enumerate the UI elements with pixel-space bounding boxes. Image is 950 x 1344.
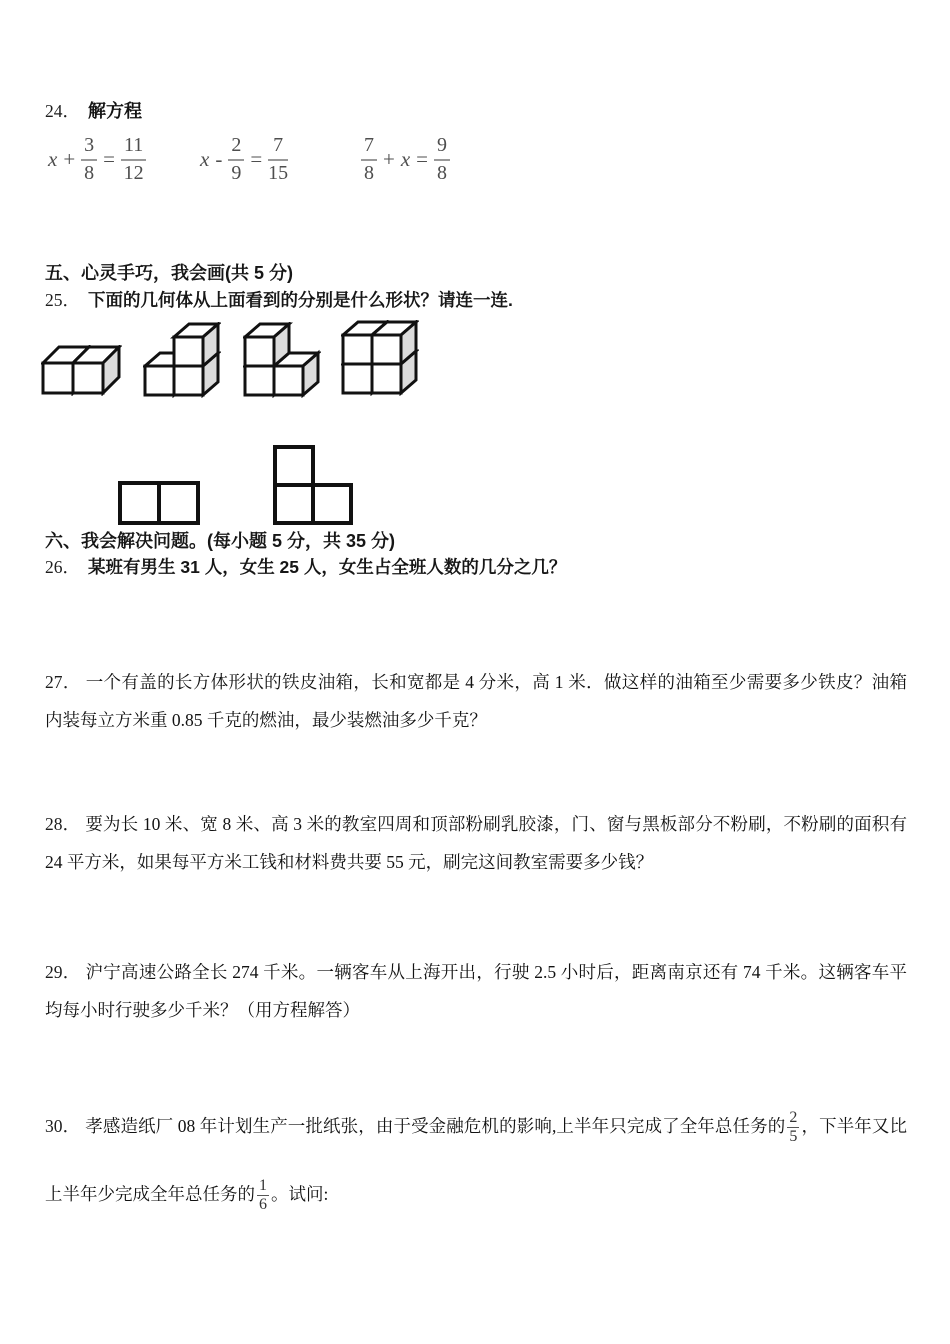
fraction-numerator: 11 <box>121 134 146 160</box>
plus-operator: + <box>383 146 395 171</box>
plus-operator: + <box>63 146 76 171</box>
question-25-number: 25． <box>45 290 80 310</box>
fraction-numerator: 3 <box>81 134 97 160</box>
question-30-text-part2: ，下半年又比上半年少完成全年总任务的 <box>45 1116 908 1204</box>
fraction-numerator: 7 <box>361 134 377 160</box>
fraction <box>434 134 450 184</box>
fraction-denominator: 5 <box>789 1128 798 1146</box>
question-26-number: 26． <box>45 557 80 577</box>
question-24-number: 24． <box>45 101 80 121</box>
fraction-denominator: 8 <box>364 161 374 184</box>
plane-shape-l-shape-of-three-squares <box>272 444 356 528</box>
equation-1 <box>48 133 146 185</box>
question-29-text: 沪宁高速公路全长 274 千米。一辆客车从上海开出，行驶 2.5 小时后，距离南京还有 74 千米。这辆客车平均每小时行驶多少千米？（用方程解答） <box>45 962 908 1020</box>
equals-sign: = <box>250 146 263 171</box>
question-27-number: 27． <box>45 672 81 692</box>
fraction <box>121 134 146 184</box>
plane-shape-rectangle-of-two-squares <box>117 480 201 526</box>
fraction-numerator: 1 <box>257 1178 269 1197</box>
fraction-denominator: 8 <box>437 161 448 184</box>
fraction <box>81 134 97 184</box>
question-24-title: 解方程 <box>88 101 142 121</box>
section-6-heading: 六、我会解决问题。(每小题 5 分，共 35 分) <box>45 531 396 551</box>
solid-figure-four-cubes-2x2-block <box>341 320 419 396</box>
section-5-heading: 五、心灵手巧，我会画(共 5 分) <box>45 263 293 283</box>
equation-2 <box>200 133 288 185</box>
variable-x: x <box>400 146 411 171</box>
question-29 <box>45 953 907 1029</box>
variable-x: x <box>200 146 210 171</box>
minus-operator: - <box>215 146 223 171</box>
fraction-denominator: 6 <box>259 1196 267 1214</box>
question-30-text-part3: 。试问: <box>271 1184 329 1204</box>
fraction-numerator: 9 <box>434 134 450 160</box>
fraction <box>255 1178 271 1215</box>
question-27-text: 一个有盖的长方体形状的铁皮油箱，长和宽都是 4 分米，高 1 米．做这样的油箱至少需要多少铁皮？油箱内装每立方米重 0.85 千克的燃油，最少装燃油多少千克？ <box>45 672 908 730</box>
question-28-number: 28． <box>45 814 81 834</box>
question-27 <box>45 663 907 739</box>
fraction-numerator: 2 <box>228 134 244 160</box>
fraction-denominator: 12 <box>123 161 144 184</box>
question-25-text: 下面的几何体从上面看到的分别是什么形状？请连一连. <box>88 290 513 310</box>
fraction-denominator: 9 <box>231 161 242 184</box>
question-28-text: 要为长 10 米、宽 8 米、高 3 米的教室四周和顶部粉刷乳胶漆，门、窗与黑板部分不粉刷，不粉刷的面积有 24 平方米，如果每平方米工钱和材料费共要 55 元，刷完这间教室需要多少钱？ <box>45 814 908 872</box>
question-30-number: 30． <box>45 1116 81 1136</box>
solid-figure-three-cubes-step-up-right <box>143 322 221 398</box>
equals-sign: = <box>103 146 116 171</box>
question-25 <box>45 287 513 312</box>
question-26-text: 某班有男生 31 人，女生 25 人，女生占全班人数的几分之几？ <box>88 557 567 577</box>
question-24-heading <box>45 97 142 123</box>
solid-figure-row-of-two-cubes <box>41 345 122 396</box>
solid-figure-three-cubes-step-up-left <box>243 322 321 398</box>
fraction-denominator: 8 <box>84 161 95 184</box>
fraction <box>785 1110 801 1147</box>
variable-x: x <box>48 146 58 171</box>
question-30 <box>45 1092 907 1228</box>
fraction-numerator: 7 <box>268 134 288 160</box>
question-29-number: 29． <box>45 962 81 982</box>
fraction-numerator: 2 <box>787 1110 799 1129</box>
question-30-text-part1: 孝感造纸厂 08 年计划生产一批纸张，由于受金融危机的影响,上半年只完成了全年总任务的 <box>85 1116 786 1136</box>
fraction <box>228 134 244 184</box>
equals-sign: = <box>416 146 429 171</box>
question-28 <box>45 805 907 881</box>
fraction <box>361 134 377 184</box>
question-26 <box>45 554 566 579</box>
fraction <box>268 134 288 184</box>
fraction-denominator: 15 <box>268 161 289 184</box>
equation-3 <box>361 133 450 185</box>
